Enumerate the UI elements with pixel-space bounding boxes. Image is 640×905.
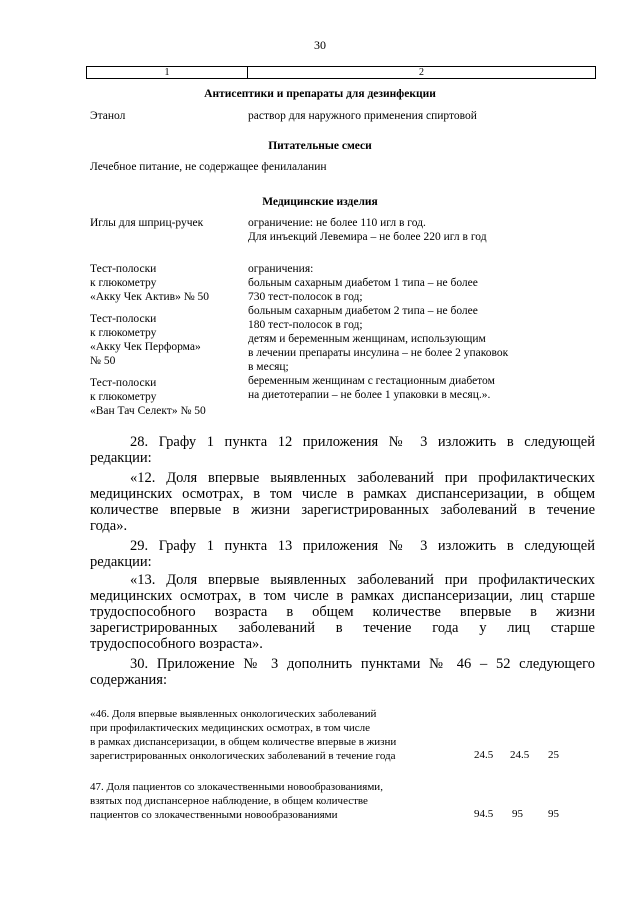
row-needles-desc-line: ограничение: не более 110 игл в год. bbox=[248, 217, 426, 229]
row-strips-desc-line: больным сахарным диабетом 1 типа – не более bbox=[248, 277, 478, 289]
paragraph-12-line: «12. Доля впервые выявленных заболеваний при профилактических bbox=[130, 470, 595, 486]
section-medical: Медицинские изделия bbox=[262, 196, 378, 208]
row-strips-desc-line: в лечении препараты инсулина – не более 2 упаковок bbox=[248, 347, 509, 359]
row-strips-1-line: «Акку Чек Актив» № 50 bbox=[90, 291, 210, 303]
item-47-value-1: 94.5 bbox=[474, 808, 494, 820]
item-47-value-3: 95 bbox=[548, 808, 559, 820]
paragraph-28 bbox=[90, 434, 595, 466]
section-nutrition: Питательные смеси bbox=[268, 140, 372, 152]
row-strips-desc-line: в месяц; bbox=[248, 361, 289, 373]
row-strips-3-line: «Ван Тач Селект» № 50 bbox=[90, 405, 206, 417]
paragraph-12-line: медицинских осмотрах, в том числе в рамках диспансеризации, в общем bbox=[90, 486, 595, 502]
item-46-line: зарегистрированных онкологических заболеваний в течение года bbox=[90, 750, 396, 762]
row-needles-desc-line: Для инъекций Левемира – не более 220 игл в год bbox=[248, 231, 487, 243]
section-antiseptics: Антисептики и препараты для дезинфекции bbox=[204, 88, 436, 100]
row-needles-desc bbox=[248, 216, 487, 244]
paragraph-30-line: содержания: bbox=[90, 672, 168, 688]
paragraph-13-line: трудоспособного возраста». bbox=[90, 636, 263, 652]
row-nutrition-item: Лечебное питание, не содержащее фенилаланин bbox=[90, 161, 327, 173]
row-strips-desc-line: 730 тест-полосок в год; bbox=[248, 291, 363, 303]
item-47-text bbox=[90, 780, 383, 822]
paragraph-12-line: года». bbox=[90, 518, 128, 534]
row-strips-desc-line: ограничения: bbox=[248, 263, 314, 275]
paragraph-30 bbox=[90, 656, 595, 688]
row-strips-2-line: «Акку Чек Перформа» bbox=[90, 341, 201, 353]
item-46-line: «46. Доля впервые выявленных онкологических заболеваний bbox=[90, 708, 377, 720]
row-strips-2-name bbox=[90, 312, 201, 368]
paragraph-29-line: 29. Графу 1 пункта 13 приложения № 3 изложить в следующей bbox=[130, 538, 595, 554]
row-strips-desc-line: детям и беременным женщинам, использующим bbox=[248, 333, 486, 345]
paragraph-12-line: количестве впервые в жизни зарегистрированных заболеваний в течение bbox=[90, 502, 595, 518]
paragraph-13-line: медицинских осмотрах, в том числе в рамках диспансеризации, лиц старше bbox=[90, 588, 595, 604]
paragraph-29-line: редакции: bbox=[90, 554, 152, 570]
item-47-line: взятых под диспансерное наблюдение, в общем количестве bbox=[90, 795, 368, 807]
item-46-value-2: 24.5 bbox=[510, 749, 530, 761]
row-strips-2-line: Тест-полоски bbox=[90, 313, 157, 325]
row-strips-desc-line: 180 тест-полосок в год; bbox=[248, 319, 363, 331]
row-strips-desc bbox=[248, 262, 508, 402]
row-ethanol-desc: раствор для наружного применения спиртовой bbox=[248, 110, 477, 122]
paragraph-12 bbox=[90, 470, 595, 534]
row-strips-3-line: к глюкометру bbox=[90, 391, 157, 403]
page-number: 30 bbox=[314, 38, 326, 52]
row-strips-2-line: к глюкометру bbox=[90, 327, 157, 339]
table-header-col1: 1 bbox=[87, 67, 248, 78]
item-47-line: 47. Доля пациентов со злокачественными новообразованиями, bbox=[90, 781, 383, 793]
paragraph-29 bbox=[90, 538, 595, 570]
paragraph-28-line: редакции: bbox=[90, 450, 152, 466]
paragraph-13-line: зарегистрированных заболеваний в течение года у лиц старше bbox=[90, 620, 595, 636]
row-strips-1-line: к глюкометру bbox=[90, 277, 157, 289]
row-strips-2-line: № 50 bbox=[90, 355, 116, 367]
item-47-value-2: 95 bbox=[512, 808, 523, 820]
item-47-line: пациентов со злокачественными новообразованиями bbox=[90, 809, 338, 821]
item-46-line: в рамках диспансеризации, в общем количестве впервые в жизни bbox=[90, 736, 397, 748]
row-strips-desc-line: беременным женщинам с гестационным диабетом bbox=[248, 375, 495, 387]
row-strips-desc-line: больным сахарным диабетом 2 типа – не более bbox=[248, 305, 478, 317]
paragraph-13-line: «13. Доля впервые выявленных заболеваний при профилактических bbox=[130, 572, 595, 588]
item-46-text bbox=[90, 707, 396, 763]
paragraph-13-line: трудоспособного возраста в общем количестве впервые в жизни bbox=[90, 604, 595, 620]
paragraph-13 bbox=[90, 572, 595, 652]
row-needles-name: Иглы для шприц-ручек bbox=[90, 217, 204, 229]
item-46-line: при профилактических медицинских осмотрах, в том числе bbox=[90, 722, 371, 734]
item-46-value-1: 24.5 bbox=[474, 749, 494, 761]
table-header bbox=[86, 66, 596, 79]
row-strips-3-name bbox=[90, 376, 206, 418]
item-46-value-3: 25 bbox=[548, 749, 559, 761]
row-strips-3-line: Тест-полоски bbox=[90, 377, 157, 389]
row-strips-desc-line: на диетотерапии – не более 1 упаковки в месяц.». bbox=[248, 389, 491, 401]
row-strips-1-name bbox=[90, 262, 209, 304]
paragraph-28-line: 28. Графу 1 пункта 12 приложения № 3 изложить в следующей bbox=[130, 434, 595, 450]
row-strips-1-line: Тест-полоски bbox=[90, 263, 157, 275]
paragraph-30-line: 30. Приложение № 3 дополнить пунктами № 46 – 52 следующего bbox=[130, 656, 595, 672]
table-header-col2: 2 bbox=[419, 67, 424, 78]
row-ethanol-name: Этанол bbox=[90, 110, 126, 122]
